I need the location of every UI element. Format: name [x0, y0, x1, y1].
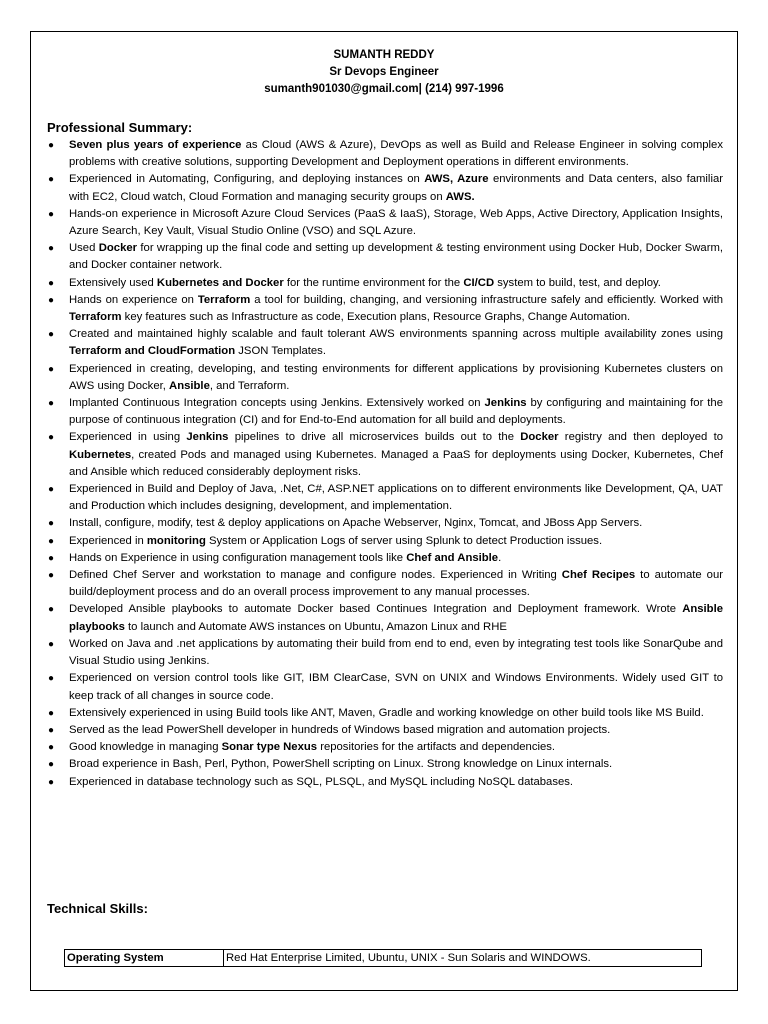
summary-item-text: system to build, test, and deploy.: [494, 276, 661, 289]
summary-item-text: Extensively experienced in using Build tools like ANT, Maven, Gradle and working knowledge on other build tools like MS Build.: [69, 706, 704, 719]
summary-item: [47, 515, 723, 532]
summary-item-text: Hands on experience on: [69, 293, 198, 306]
summary-item-bold-text: Terraform: [69, 311, 122, 324]
candidate-title: Sr Devops Engineer: [329, 66, 439, 78]
summary-item-bold-text: Sonar type Nexus: [221, 741, 318, 754]
bullet-icon: ●: [48, 724, 55, 736]
bullet-icon: ●: [48, 673, 55, 685]
contact-separator: |: [418, 83, 422, 95]
summary-item: [47, 481, 723, 515]
summary-item: [47, 705, 723, 722]
summary-item-text: Experienced in database technology such as SQL, PLSQL, and MySQL including NoSQL databases.: [69, 775, 574, 788]
summary-item: [47, 240, 723, 274]
bullet-icon: ●: [48, 552, 55, 564]
bullet-icon: ●: [48, 208, 55, 220]
summary-item-text: Experienced in using: [69, 431, 187, 444]
summary-item-text: Implanted Continuous Integration concepts using Jenkins. Extensively worked on: [69, 397, 485, 410]
summary-item-bold-text: AWS, Azure: [424, 173, 489, 186]
summary-item-text: , created Pods and managed using Kubernetes. Managed a PaaS for deployments using Docker, Kubernetes, Chef and Ansible which reduced considerably deployment risks.: [69, 448, 723, 478]
summary-item-bold-text: Docker: [98, 242, 138, 255]
summary-item-text: Experienced in creating, developing, and testing environments for different applications by provisioning Kubernetes clusters on AWS using Docker,: [69, 362, 723, 392]
summary-item-text: to launch and Automate AWS instances on Ubuntu, Amazon Linux and RHE: [124, 620, 507, 633]
summary-item-text: registry and then deployed to: [558, 431, 723, 444]
bullet-icon: ●: [48, 484, 55, 496]
summary-item: [47, 137, 723, 171]
summary-item: [47, 326, 723, 360]
bullet-icon: ●: [48, 759, 55, 771]
bullet-icon: ●: [48, 329, 55, 341]
summary-item: [47, 361, 723, 395]
summary-item: [47, 550, 723, 567]
phone-text: (214) 997-1996: [425, 83, 504, 95]
summary-item-text: Used: [69, 242, 99, 255]
resume-header: [31, 47, 737, 98]
skill-category: Operating System: [65, 950, 224, 967]
summary-item-text: Good knowledge in managing: [69, 741, 222, 754]
summary-item-bold-text: Chef Recipes: [561, 569, 636, 582]
skills-row: [65, 950, 702, 967]
summary-item-text: repositories for the artifacts and dependencies.: [317, 741, 556, 754]
summary-item-text: Developed Ansible playbooks to automate Docker based Continues Integration and Deployment framework. Wrote: [69, 603, 683, 616]
bullet-icon: ●: [48, 707, 55, 719]
summary-item-bold-text: AWS.: [445, 190, 475, 203]
resume-page: [30, 31, 738, 991]
summary-item-text: for the runtime environment for the: [283, 276, 464, 289]
candidate-name: SUMANTH REDDY: [333, 49, 435, 61]
bullet-icon: ●: [48, 243, 55, 255]
summary-item: [47, 670, 723, 704]
bullet-icon: ●: [48, 742, 55, 754]
summary-item-text: , and Terraform.: [209, 379, 290, 392]
summary-item: [47, 567, 723, 601]
summary-item-text: to automate our build/deployment process and do an overall process improvement to any manual processes.: [69, 569, 723, 599]
bullet-icon: ●: [48, 518, 55, 530]
summary-item-text: Extensively used: [69, 276, 157, 289]
bullet-icon: ●: [48, 294, 55, 306]
bullet-icon: ●: [48, 277, 55, 289]
summary-item-bold-text: Terraform and CloudFormation: [69, 345, 236, 358]
summary-item-text: a tool for building, changing, and versioning infrastructure safely and efficiently. Worked with: [250, 293, 723, 306]
summary-item: [47, 171, 723, 205]
bullet-icon: ●: [48, 174, 55, 186]
summary-item-bold-text: Ansible playbooks: [69, 603, 723, 633]
email-text: sumanth901030@gmail.com: [264, 83, 419, 95]
bullet-icon: ●: [48, 570, 55, 582]
summary-item-text: Defined Chef Server and workstation to manage and configure nodes. Experienced in Writing: [69, 569, 562, 582]
contact-line: [31, 81, 737, 98]
summary-item-bold-text: Kubernetes: [69, 448, 132, 461]
bullet-icon: ●: [48, 638, 55, 650]
bullet-icon: ●: [48, 140, 55, 151]
bullet-icon: ●: [48, 363, 55, 375]
skill-values: Red Hat Enterprise Limited, Ubuntu, UNIX - Sun Solaris and WINDOWS.: [224, 950, 702, 967]
summary-item-text: Experienced in: [69, 534, 147, 547]
summary-item-text: Hands on Experience in using configuration management tools like: [69, 551, 407, 564]
summary-item-text: Created and maintained highly scalable and fault tolerant AWS environments spanning across multiple availability zones using: [69, 328, 723, 341]
summary-item-bold-text: Docker: [520, 431, 559, 444]
summary-item-text: pipelines to drive all microservices builds out to the: [228, 431, 521, 444]
summary-item-text: environments and Data centers, also familiar with EC2, Cloud watch, Cloud Formation and managing security groups on: [69, 173, 723, 203]
summary-item-text: as Cloud (AWS & Azure), DevOps as well as Build and Release Engineer in solving complex problems with creative solutions, supporting Development and Deployment operations in different environments.: [69, 139, 723, 169]
skills-table: [64, 949, 702, 967]
summary-heading: Professional Summary:: [47, 120, 193, 135]
summary-item: [47, 636, 723, 670]
summary-item: [47, 601, 723, 635]
summary-item: [47, 722, 723, 739]
bullet-icon: ●: [48, 398, 55, 410]
summary-item: [47, 739, 723, 756]
summary-item-text: by configuring and maintaining for the purpose of continuous integration (CI) and for End-to-End automation for all build and deployments.: [69, 397, 723, 427]
summary-item-text: .: [498, 551, 502, 564]
summary-item-bold-text: Chef and Ansible: [406, 551, 499, 564]
summary-item-text: Broad experience in Bash, Perl, Python, PowerShell scripting on Linux. Strong knowledge on Linux internals.: [69, 758, 613, 771]
skills-heading: Technical Skills:: [47, 901, 148, 916]
summary-item-text: Install, configure, modify, test & deploy applications on Apache Webserver, Nginx, Tomcat, and JBoss App Servers.: [69, 517, 643, 530]
summary-item-bold-text: Jenkins: [186, 431, 229, 444]
summary-item: [47, 533, 723, 550]
summary-item-text: Served as the lead PowerShell developer in hundreds of Windows based migration and automation projects.: [69, 723, 611, 736]
summary-list: [47, 137, 723, 791]
summary-item: [47, 774, 723, 791]
summary-item-bold-text: Jenkins: [484, 397, 527, 410]
summary-item-text: Experienced in Automating, Configuring, and deploying instances on: [69, 173, 425, 186]
bullet-icon: ●: [48, 776, 55, 788]
summary-item-bold-text: Ansible: [169, 379, 210, 392]
summary-item-text: JSON Templates.: [235, 345, 326, 358]
bullet-icon: ●: [48, 604, 55, 616]
summary-item: [47, 756, 723, 773]
summary-item: [47, 275, 723, 292]
summary-item-bold-text: Seven plus years of experience: [69, 139, 242, 151]
summary-item-text: Experienced on version control tools like GIT, IBM ClearCase, SVN on UNIX and Windows Environments. Widely used GIT to keep track of all changes in source code.: [69, 672, 723, 702]
summary-item-text: Hands-on experience in Microsoft Azure Cloud Services (PaaS & IaaS), Storage, Web Apps, Active Directory, Application Insights, Azure Search, Key Vault, Visual Studio Online (VSO) and SQL Azure.: [69, 207, 723, 238]
summary-item-bold-text: monitoring: [146, 534, 206, 547]
summary-item-bold-text: Kubernetes and Docker: [156, 276, 284, 289]
summary-item-bold-text: CI/CD: [463, 276, 495, 289]
summary-item-text: Worked on Java and .net applications by automating their build from end to end, even by integrating test tools like SonarQube and Visual Studio using Jenkins.: [69, 637, 723, 668]
summary-item-bold-text: Terraform: [197, 293, 251, 306]
bullet-icon: ●: [48, 432, 55, 444]
summary-item: [47, 395, 723, 429]
summary-item: [47, 206, 723, 240]
summary-item-text: Experienced in Build and Deploy of Java, .Net, C#, ASP.NET applications on to different environments like Development, QA, UAT and Production which includes designing, development, and implementation.: [69, 483, 723, 513]
bullet-icon: ●: [48, 535, 55, 547]
summary-item-text: System or Application Logs of server using Splunk to detect Production issues.: [205, 534, 603, 547]
summary-item-text: key features such as Infrastructure as code, Execution plans, Resource Graphs, Change Automation.: [121, 311, 631, 324]
summary-item-text: for wrapping up the final code and setting up development & testing environment using Docker Hub, Docker Swarm, and Docker container network.: [69, 242, 723, 272]
summary-item: [47, 292, 723, 326]
summary-item: [47, 429, 723, 481]
